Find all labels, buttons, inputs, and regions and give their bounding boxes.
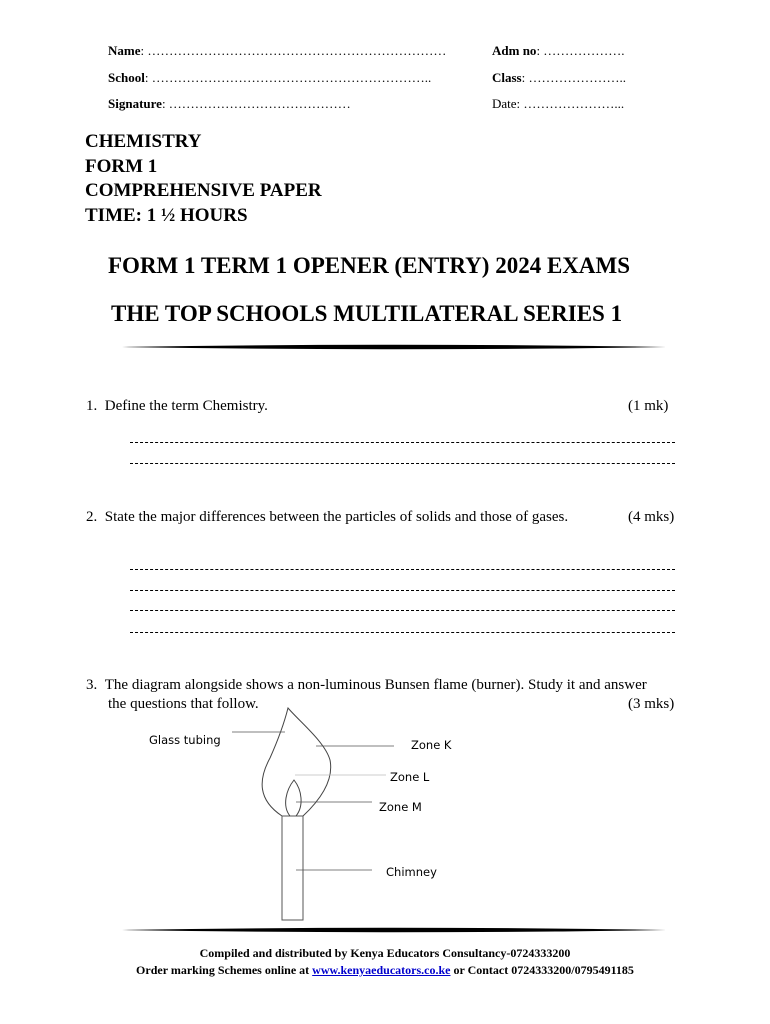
class-label: Class: [492, 70, 522, 85]
answer-line[interactable]: [130, 463, 675, 464]
name-field[interactable]: [108, 43, 446, 59]
date-label: Date: [492, 96, 517, 111]
signature-label: Signature: [108, 96, 162, 111]
question-1-number: 1.: [86, 398, 98, 414]
signature-dots: : ……………………………………: [161, 96, 351, 111]
question-2-number: 2.: [86, 509, 98, 525]
paper-type: COMPREHENSIVE PAPER: [85, 180, 322, 201]
inner-cone-zone-m: [286, 780, 301, 816]
chimney-tube: [282, 816, 303, 920]
footer-contact-text: or Contact 0724333200/0795491185: [450, 963, 634, 977]
name-label: Name: [108, 43, 141, 58]
answer-line[interactable]: [130, 442, 675, 443]
divider-top: [120, 342, 668, 352]
zone-l-label: Zone L: [390, 770, 430, 784]
adm-no-label: Adm no: [492, 43, 537, 58]
paper-title-block: [85, 130, 322, 228]
question-3: [86, 677, 647, 694]
footer-order-text: Order marking Schemes online at: [136, 963, 313, 977]
outer-flame-zone-k: [262, 708, 331, 816]
divider-bottom: [120, 925, 668, 935]
school-field[interactable]: [108, 70, 431, 86]
question-3-marks: (3 mks): [628, 696, 675, 712]
exam-title-line2: THE TOP SCHOOLS MULTILATERAL SERIES 1: [111, 301, 623, 326]
zone-k-label: Zone K: [411, 738, 452, 752]
answer-line[interactable]: [130, 610, 675, 611]
class-field[interactable]: [492, 70, 626, 86]
footer-compiled-by: Compiled and distributed by Kenya Educators Consultancy-0724333200: [199, 946, 571, 960]
form-title: FORM 1: [85, 155, 158, 177]
adm-no-field[interactable]: [492, 43, 625, 59]
exam-title-line1: FORM 1 TERM 1 OPENER (ENTRY) 2024 EXAMS: [108, 253, 631, 278]
date-dots: : …………………...: [516, 96, 625, 111]
name-dots: : ……………………………………………………………: [140, 43, 447, 58]
school-label: School: [108, 70, 145, 85]
signature-field[interactable]: [108, 96, 351, 112]
adm-no-dots: : ……………….: [536, 43, 625, 58]
question-2: [86, 509, 568, 526]
question-3-number: 3.: [86, 677, 98, 693]
answer-line[interactable]: [130, 569, 675, 570]
school-dots: : ………………………………………………………..: [144, 70, 432, 85]
answer-line[interactable]: [130, 632, 675, 633]
question-2-marks: (4 mks): [628, 509, 675, 525]
question-2-text: State the major differences between the particles of solids and those of gases.: [104, 509, 569, 525]
time-allowed: TIME: 1 ½ HOURS: [85, 204, 248, 226]
answer-line[interactable]: [130, 590, 675, 591]
date-field[interactable]: [492, 96, 624, 112]
zone-m-label: Zone M: [379, 800, 422, 814]
chimney-label: Chimney: [386, 865, 437, 879]
subject-title: CHEMISTRY: [85, 131, 202, 152]
footer-website-link[interactable]: www.kenyaeducators.co.ke: [312, 963, 451, 977]
question-1-marks: (1 mk): [628, 398, 669, 414]
question-1-text: Define the term Chemistry.: [104, 398, 268, 414]
question-3-text: The diagram alongside shows a non-luminous Bunsen flame (burner). Study it and answer: [104, 677, 647, 693]
question-3-text-continued: the questions that follow.: [108, 696, 259, 712]
glass-tubing-label: Glass tubing: [149, 733, 221, 747]
footer-contact: [0, 963, 770, 978]
question-1: [86, 398, 268, 415]
class-dots: : …………………..: [521, 70, 626, 85]
